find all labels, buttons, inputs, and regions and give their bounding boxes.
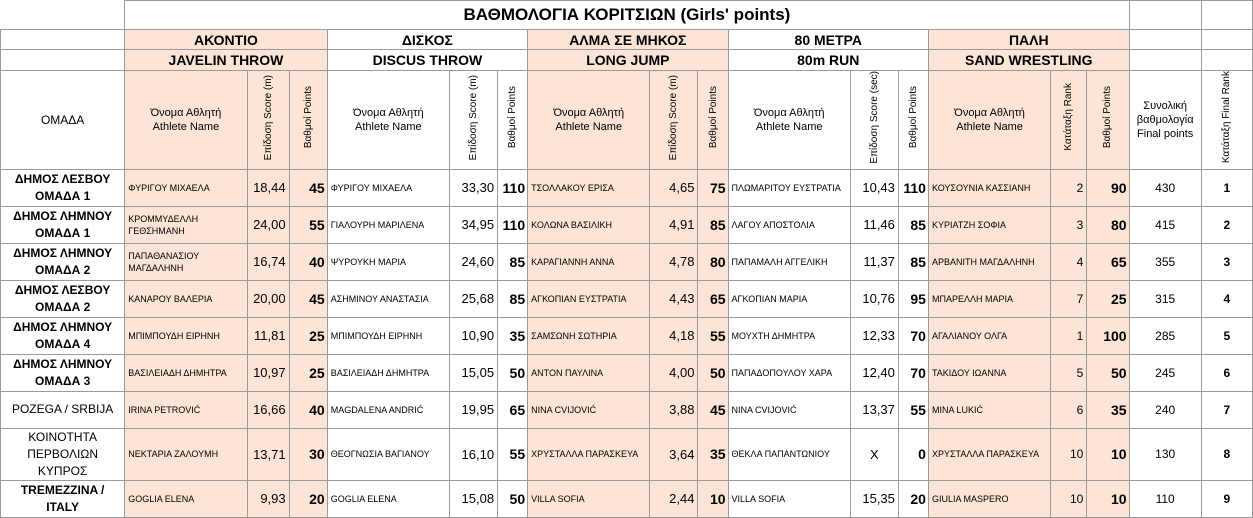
event-javelin-gr: ΑΚΟΝΤΙΟ [125, 30, 327, 50]
dis-name-cell: ΦΥΡΙΓΟΥ ΜΙΧΑΕΛΑ [327, 169, 449, 206]
wr-rank-cell: 3 [1051, 206, 1087, 243]
jav-score-cell: 16,66 [247, 391, 289, 428]
dis-pts-cell: 110 [498, 206, 528, 243]
dis-score-cell: 25,68 [449, 280, 497, 317]
wr-name-cell: ΚΥΡΙΑΤΖΗ ΣΟΦΙΑ [928, 206, 1050, 243]
run-score-cell: 15,35 [850, 480, 898, 517]
lj-name-cell: ΑΝΤΟΝ ΠΑΥΛΙΝΑ [528, 354, 650, 391]
header-total-en: Final points [1137, 127, 1194, 140]
dis-score-cell: 24,60 [449, 243, 497, 280]
header-rank [1051, 71, 1087, 170]
run-score-cell: 12,40 [850, 354, 898, 391]
dis-name-cell: ΘΕΟΓΝΩΣΙΑ ΒΑΓΙΑΝΟΥ [327, 428, 449, 480]
run-score-cell: 11,46 [850, 206, 898, 243]
run-pts-cell: 95 [898, 280, 928, 317]
jav-name-cell: ΜΠΙΜΠΟΥΔΗ ΕΙΡΗΝΗ [125, 317, 247, 354]
run-pts-cell: 0 [898, 428, 928, 480]
table-row [1, 169, 1253, 206]
total-cell: 415 [1129, 206, 1201, 243]
team-name-line1: ΔΗΜΟΣ ΛΗΜΝΟΥ [13, 208, 113, 223]
dis-name-cell: GOGLIA ELENA [327, 480, 449, 517]
final-cell: 4 [1201, 280, 1252, 317]
team-name-line2: ΠΕΡΒΟΛΙΩΝ ΚΥΠΡΟΣ [27, 446, 99, 478]
header-athlete-gr: Όνομα Αθλητή [353, 106, 424, 119]
header-athlete-en: Athlete Name [555, 120, 623, 133]
run-pts-cell: 70 [898, 317, 928, 354]
lj-pts-cell: 10 [698, 480, 728, 517]
team-name-line1: ΔΗΜΟΣ ΛΗΜΝΟΥ [13, 319, 113, 334]
header-points-label: Βαθμοί Points [907, 86, 919, 149]
event-wrestling-en: SAND WRESTLING [928, 50, 1129, 71]
final-cell: 8 [1201, 428, 1252, 480]
dis-pts-cell: 35 [498, 317, 528, 354]
dis-pts-cell: 85 [498, 243, 528, 280]
lj-pts-cell: 55 [698, 317, 728, 354]
header-points-label: Βαθμοί Points [1102, 86, 1114, 149]
event-greek-row [1, 30, 1253, 50]
jav-name-cell: ΠΑΠΑΘΑΝΑΣΙΟΥ ΜΑΓΔΑΛΗΝΗ [125, 243, 247, 280]
dis-name-cell: ΒΑΣΙΛΕΙΑΔΗ ΔΗΜΗΤΡΑ [327, 354, 449, 391]
jav-name-cell: ΝΕΚΤΑΡΙΑ ΖΑΛΟΥΜΗ [125, 428, 247, 480]
jav-pts-cell: 20 [289, 480, 327, 517]
jav-name-cell: IRINA PETROVIĆ [125, 391, 247, 428]
total-cell: 245 [1129, 354, 1201, 391]
team-cell [1, 354, 125, 391]
header-points [898, 71, 928, 170]
header-athlete [928, 71, 1050, 170]
header-athlete [125, 71, 247, 170]
header-athlete-gr: Όνομα Αθλητή [954, 106, 1025, 119]
jav-pts-cell: 30 [289, 428, 327, 480]
jav-pts-cell: 45 [289, 280, 327, 317]
header-points [1087, 71, 1129, 170]
wr-rank-cell: 1 [1051, 317, 1087, 354]
team-name-line1: TREMEZZINA / [20, 482, 105, 497]
table-row [1, 428, 1253, 480]
team-name-line2: ΟΜΑΔΑ 1 [34, 188, 91, 203]
wr-rank-cell: 6 [1051, 391, 1087, 428]
dis-score-cell: 10,90 [449, 317, 497, 354]
event-longjump-en: LONG JUMP [528, 50, 728, 71]
jav-pts-cell: 40 [289, 391, 327, 428]
header-athlete-en: Athlete Name [755, 120, 823, 133]
wr-rank-cell: 10 [1051, 428, 1087, 480]
wr-name-cell: ΤΑΚΙΔΟΥ ΙΩΑΝΝΑ [928, 354, 1050, 391]
dis-name-cell: MAGDALENA ANDRIĆ [327, 391, 449, 428]
lj-pts-cell: 65 [698, 280, 728, 317]
jav-score-cell: 18,44 [247, 169, 289, 206]
wr-pts-cell: 100 [1087, 317, 1129, 354]
total-cell: 315 [1129, 280, 1201, 317]
jav-name-cell: ΒΑΣΙΛΕΙΑΔΗ ΔΗΜΗΤΡΑ [125, 354, 247, 391]
dis-name-cell: ΑΣΗΜΙΝΟΥ ΑΝΑΣΤΑΣΙΑ [327, 280, 449, 317]
jav-score-cell: 24,00 [247, 206, 289, 243]
total-cell: 110 [1129, 480, 1201, 517]
lj-score-cell: 2,44 [650, 480, 698, 517]
jav-score-cell: 10,97 [247, 354, 289, 391]
jav-score-cell: 16,74 [247, 243, 289, 280]
dis-score-cell: 15,05 [449, 354, 497, 391]
header-points [289, 71, 327, 170]
total-cell: 285 [1129, 317, 1201, 354]
lj-pts-cell: 75 [698, 169, 728, 206]
dis-score-cell: 15,08 [449, 480, 497, 517]
run-name-cell: ΠΑΠΑΜΑΛΗ ΑΓΓΕΛΙΚΗ [728, 243, 850, 280]
lj-score-cell: 4,91 [650, 206, 698, 243]
header-points [698, 71, 728, 170]
run-score-cell: 13,37 [850, 391, 898, 428]
team-name-line2: ITALY [46, 499, 79, 514]
wr-pts-cell: 80 [1087, 206, 1129, 243]
dis-pts-cell: 50 [498, 480, 528, 517]
run-name-cell: ΜΟΥΧΤΗ ΔΗΜΗΤΡΑ [728, 317, 850, 354]
header-athlete [327, 71, 449, 170]
table-row [1, 391, 1253, 428]
jav-name-cell: GOGLIA ELENA [125, 480, 247, 517]
jav-score-cell: 13,71 [247, 428, 289, 480]
wr-name-cell: MINA LUKIĆ [928, 391, 1050, 428]
lj-name-cell: NINA CVIJOVIĆ [528, 391, 650, 428]
page-title: ΒΑΘΜΟΛΟΓΙΑ ΚΟΡΙΤΣΙΩΝ (Girls' points) [125, 1, 1129, 30]
wr-pts-cell: 50 [1087, 354, 1129, 391]
event-longjump-gr: ΑΛΜΑ ΣΕ ΜΗΚΟΣ [528, 30, 728, 50]
header-score-label: Επίδοση Score (m) [262, 74, 274, 160]
run-pts-cell: 55 [898, 391, 928, 428]
jav-name-cell: ΚΡΟΜΜΥΔΕΛΛΗ ΓΕΘΣΗΜΑΝΗ [125, 206, 247, 243]
header-total [1129, 71, 1201, 170]
final-cell: 2 [1201, 206, 1252, 243]
team-cell [1, 428, 125, 480]
run-pts-cell: 85 [898, 243, 928, 280]
lj-score-cell: 4,65 [650, 169, 698, 206]
event-discus-en: DISCUS THROW [327, 50, 527, 71]
column-header-row [1, 71, 1253, 170]
header-rank-label: Κατάταξη Rank [1063, 83, 1075, 152]
team-name-line1: POZEGA / SRBIJA [11, 402, 114, 417]
final-cell: 9 [1201, 480, 1252, 517]
table-row [1, 480, 1253, 517]
wr-name-cell: GIULIA MASPERO [928, 480, 1050, 517]
header-score [247, 71, 289, 170]
wr-pts-cell: 25 [1087, 280, 1129, 317]
wr-rank-cell: 2 [1051, 169, 1087, 206]
team-cell [1, 391, 125, 428]
run-name-cell: ΠΑΠΑΔΟΠΟΥΛΟΥ ΧΑΡΑ [728, 354, 850, 391]
total-cell: 430 [1129, 169, 1201, 206]
team-name-line2: ΟΜΑΔΑ 2 [34, 299, 91, 314]
header-points-label: Βαθμοί Points [302, 86, 314, 149]
jav-pts-cell: 40 [289, 243, 327, 280]
dis-pts-cell: 110 [498, 169, 528, 206]
wr-pts-cell: 35 [1087, 391, 1129, 428]
run-name-cell: VILLA SOFIA [728, 480, 850, 517]
lj-pts-cell: 45 [698, 391, 728, 428]
team-name-line2: ΟΜΑΔΑ 1 [34, 225, 91, 240]
header-score [449, 71, 497, 170]
wr-pts-cell: 10 [1087, 428, 1129, 480]
event-english-row [1, 50, 1253, 71]
jav-pts-cell: 45 [289, 169, 327, 206]
lj-score-cell: 3,88 [650, 391, 698, 428]
run-score-cell: 12,33 [850, 317, 898, 354]
header-score-label: Επίδοση Score (m) [668, 74, 680, 160]
team-cell [1, 169, 125, 206]
event-javelin-en: JAVELIN THROW [125, 50, 327, 71]
dis-score-cell: 16,10 [449, 428, 497, 480]
table-row [1, 243, 1253, 280]
wr-pts-cell: 65 [1087, 243, 1129, 280]
dis-name-cell: ΨΥΡΟΥΚΗ ΜΑΡΙΑ [327, 243, 449, 280]
run-pts-cell: 85 [898, 206, 928, 243]
run-name-cell: ΑΓΚΟΠΙΑΝ ΜΑΡΙΑ [728, 280, 850, 317]
run-name-cell: NINA CVIJOVIĆ [728, 391, 850, 428]
header-athlete-gr: Όνομα Αθλητή [553, 106, 625, 119]
lj-pts-cell: 35 [698, 428, 728, 480]
lj-score-cell: 4,78 [650, 243, 698, 280]
lj-score-cell: 4,00 [650, 354, 698, 391]
jav-pts-cell: 25 [289, 354, 327, 391]
lj-name-cell: ΤΣΟΛΛΑΚΟΥ ΕΡΙΣΑ [528, 169, 650, 206]
dis-name-cell: ΓΙΑΛΟΥΡΗ ΜΑΡΙΛΕΝΑ [327, 206, 449, 243]
lj-name-cell: ΚΟΛΩΝΑ ΒΑΣΙΛΙΚΗ [528, 206, 650, 243]
header-final-rank [1201, 71, 1252, 170]
event-run-gr: 80 ΜΕΤΡΑ [728, 30, 928, 50]
run-name-cell: ΛΑΓΟΥ ΑΠΟΣΤΟΛΙΑ [728, 206, 850, 243]
header-points-label: Βαθμοί Points [507, 86, 519, 149]
wr-rank-cell: 5 [1051, 354, 1087, 391]
header-score-label: Επίδοση Score (m) [468, 74, 480, 160]
total-cell: 240 [1129, 391, 1201, 428]
final-cell: 6 [1201, 354, 1252, 391]
jav-pts-cell: 55 [289, 206, 327, 243]
table-row [1, 206, 1253, 243]
final-cell: 3 [1201, 243, 1252, 280]
wr-rank-cell: 4 [1051, 243, 1087, 280]
header-final-rank-label: Κατάταξη Final Rank [1221, 71, 1233, 164]
final-cell: 5 [1201, 317, 1252, 354]
jav-name-cell: ΦΥΡΙΓΟΥ ΜΙΧΑΕΛΑ [125, 169, 247, 206]
wr-name-cell: ΑΓΑΛΙΑΝΟΥ ΟΛΓΑ [928, 317, 1050, 354]
header-athlete-en: Athlete Name [355, 120, 422, 133]
dis-score-cell: 33,30 [449, 169, 497, 206]
lj-pts-cell: 85 [698, 206, 728, 243]
run-score-cell: 11,37 [850, 243, 898, 280]
total-cell: 130 [1129, 428, 1201, 480]
header-athlete [528, 71, 650, 170]
team-name-line1: ΔΗΜΟΣ ΛΗΜΝΟΥ [13, 245, 113, 260]
jav-score-cell: 9,93 [247, 480, 289, 517]
lj-name-cell: VILLA SOFIA [528, 480, 650, 517]
table-row [1, 280, 1253, 317]
wr-name-cell: ΑΡΒΑΝΙΤΗ ΜΑΓΔΑΛΗΝΗ [928, 243, 1050, 280]
run-pts-cell: 20 [898, 480, 928, 517]
wr-name-cell: ΜΠΑΡΕΛΛΗ ΜΑΡΙΑ [928, 280, 1050, 317]
dis-pts-cell: 65 [498, 391, 528, 428]
header-athlete-en: Athlete Name [152, 120, 220, 133]
run-name-cell: ΠΛΩΜΑΡΙΤΟΥ ΕΥΣΤΡΑΤΙΑ [728, 169, 850, 206]
run-score-cell: 10,43 [850, 169, 898, 206]
header-team: ΟΜΑΔΑ [1, 71, 125, 170]
lj-score-cell: 4,18 [650, 317, 698, 354]
team-cell [1, 206, 125, 243]
lj-score-cell: 4,43 [650, 280, 698, 317]
table-row [1, 317, 1253, 354]
header-score-sec [850, 71, 898, 170]
team-cell [1, 243, 125, 280]
dis-score-cell: 19,95 [449, 391, 497, 428]
header-score-sec-label: Επίδοση Score (sec) [868, 71, 880, 164]
final-cell: 1 [1201, 169, 1252, 206]
header-athlete [728, 71, 850, 170]
title-row [1, 1, 1253, 30]
team-name-line1: ΚΟΙΝΟΤΗΤΑ [28, 429, 97, 444]
team-name-line1: ΔΗΜΟΣ ΛΕΣΒΟΥ [14, 171, 111, 186]
dis-pts-cell: 55 [498, 428, 528, 480]
team-name-line2: ΟΜΑΔΑ 4 [34, 336, 91, 351]
event-discus-gr: ΔΙΣΚΟΣ [327, 30, 527, 50]
team-name-line1: ΔΗΜΟΣ ΛΕΣΒΟΥ [14, 282, 111, 297]
header-total-gr: Συνολική βαθμολογία [1136, 99, 1194, 126]
header-points-label: Βαθμοί Points [707, 86, 719, 149]
wr-rank-cell: 7 [1051, 280, 1087, 317]
event-wrestling-gr: ΠΑΛΗ [928, 30, 1129, 50]
team-name-line1: ΔΗΜΟΣ ΛΗΜΝΟΥ [13, 356, 113, 371]
lj-pts-cell: 50 [698, 354, 728, 391]
run-score-cell: 10,76 [850, 280, 898, 317]
lj-name-cell: ΑΓΚΟΠΙΑΝ ΕΥΣΤΡΑΤΙΑ [528, 280, 650, 317]
run-pts-cell: 110 [898, 169, 928, 206]
jav-score-cell: 20,00 [247, 280, 289, 317]
wr-name-cell: ΧΡΥΣΤΑΛΛΑ ΠΑΡΑΣΚΕΥΑ [928, 428, 1050, 480]
header-athlete-en: Athlete Name [956, 120, 1023, 133]
header-athlete-gr: Όνομα Αθλητή [150, 106, 222, 119]
wr-pts-cell: 10 [1087, 480, 1129, 517]
jav-pts-cell: 25 [289, 317, 327, 354]
lj-score-cell: 3,64 [650, 428, 698, 480]
total-cell: 355 [1129, 243, 1201, 280]
header-score [650, 71, 698, 170]
header-points [498, 71, 528, 170]
final-cell: 7 [1201, 391, 1252, 428]
dis-score-cell: 34,95 [449, 206, 497, 243]
header-athlete-gr: Όνομα Αθλητή [753, 106, 825, 119]
team-cell [1, 480, 125, 517]
lj-pts-cell: 80 [698, 243, 728, 280]
wr-name-cell: ΚΟΥΣΟΥΝΙΑ ΚΑΣΣΙΑΝΗ [928, 169, 1050, 206]
team-name-line2: ΟΜΑΔΑ 2 [34, 262, 91, 277]
run-score-cell: Χ [850, 428, 898, 480]
run-name-cell: ΘΕΚΛΑ ΠΑΠΑΝΤΩΝΙΟΥ [728, 428, 850, 480]
wr-pts-cell: 90 [1087, 169, 1129, 206]
dis-name-cell: ΜΠΙΜΠΟΥΔΗ ΕΙΡΗΝΗ [327, 317, 449, 354]
jav-name-cell: ΚΑΝΑΡΟΥ ΒΑΛΕΡΙΑ [125, 280, 247, 317]
event-run-en: 80m RUN [728, 50, 928, 71]
run-pts-cell: 70 [898, 354, 928, 391]
dis-pts-cell: 50 [498, 354, 528, 391]
lj-name-cell: ΣΑΜΣΩΝΗ ΣΩΤΗΡΙΑ [528, 317, 650, 354]
dis-pts-cell: 85 [498, 280, 528, 317]
lj-name-cell: ΚΑΡΑΓΙΑΝΝΗ ΑΝΝΑ [528, 243, 650, 280]
table-row [1, 354, 1253, 391]
team-cell [1, 280, 125, 317]
jav-score-cell: 11,81 [247, 317, 289, 354]
team-cell [1, 317, 125, 354]
lj-name-cell: ΧΡΥΣΤΑΛΛΑ ΠΑΡΑΣΚΕΥΑ [528, 428, 650, 480]
wr-rank-cell: 10 [1051, 480, 1087, 517]
team-name-line2: ΟΜΑΔΑ 3 [34, 373, 91, 388]
